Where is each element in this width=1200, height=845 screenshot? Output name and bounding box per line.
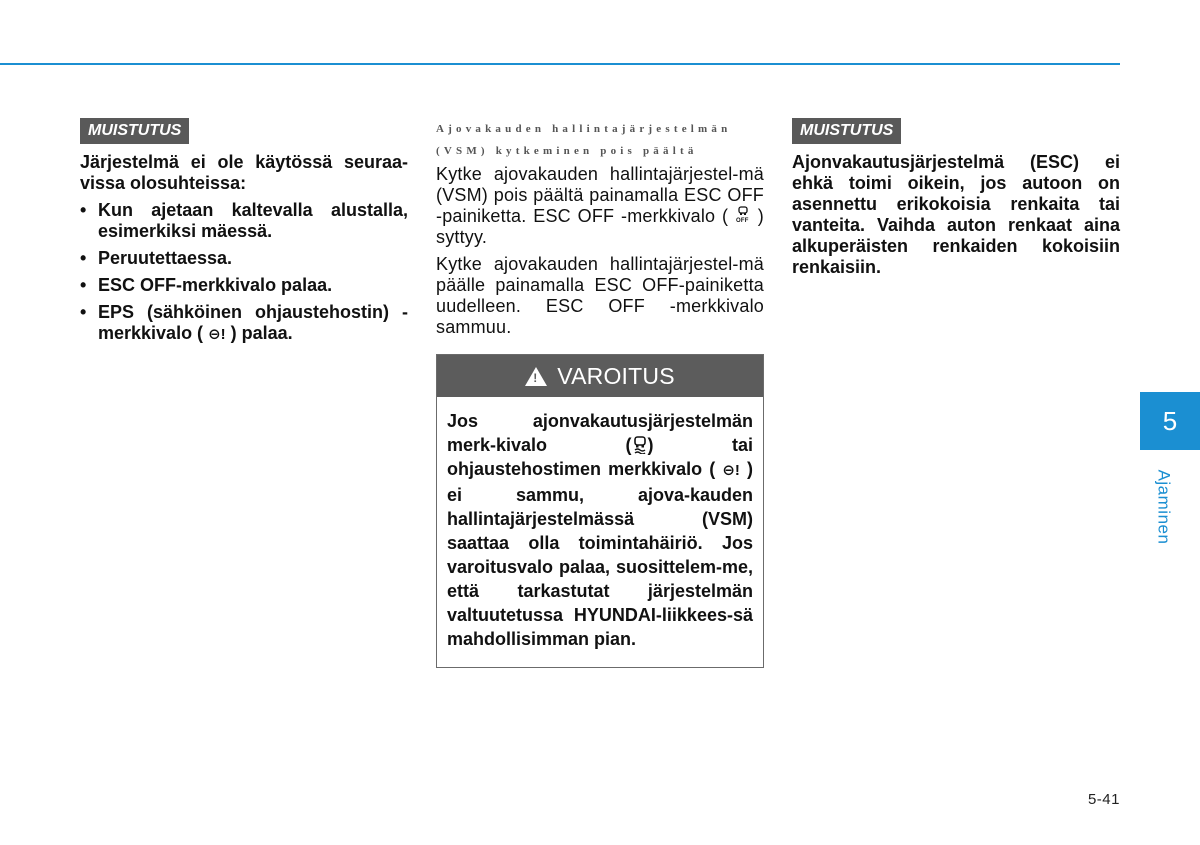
warning-title: VAROITUS	[557, 362, 675, 389]
eps-text-before: EPS (sähköinen ohjaustehostin) -merkkivalo (	[98, 302, 408, 343]
list-item: • ESC OFF-merkkivalo palaa.	[80, 275, 408, 296]
middle-column	[436, 118, 764, 668]
paragraph-disable	[436, 164, 764, 248]
section-heading-line-2: (VSM) kytkeminen pois päältä	[436, 145, 698, 157]
eps-text-after: ) palaa.	[225, 323, 293, 343]
section-heading-line-1: Ajovakauden hallintajärjestelmän	[436, 123, 732, 135]
list-item	[80, 302, 408, 345]
chapter-name-label: Ajaminen	[1154, 469, 1173, 545]
header-rule	[0, 63, 1120, 65]
note-label: MUISTUTUS	[80, 118, 189, 144]
list-item: • Kun ajetaan kaltevalla alustalla, esimerkiksi mäessä.	[80, 200, 408, 242]
right-column	[792, 118, 1120, 278]
note-label: MUISTUTUS	[792, 118, 901, 144]
page-number: 5-41	[1087, 791, 1120, 808]
list-item: • Peruutettaessa.	[80, 248, 408, 269]
warning-triangle-icon: !	[525, 367, 547, 386]
warning-text-part: ) ei sammu, ajova-kauden hallintajärjestelmässä (VSM) saattaa olla toimintahäiriö. Jos varoitusvalo palaa, suosittelem-me, että tarkastutat järjestelmän valtuutetussa HYUNDAI-liikkees-sä mahdollisimman pian.	[447, 459, 754, 649]
skidding-car-icon	[632, 436, 648, 454]
warning-text-part: ) tai ohjaustehostimen merkkivalo (	[447, 435, 753, 479]
paragraph-enable: Kytke ajovakauden hallintajärjestel-mä päälle painamalla ESC OFF-painiketta uudelleen. ESC OFF -merkkivalo sammuu.	[436, 254, 764, 337]
note-text: Ajonvakautusjärjestelmä (ESC) ei ehkä toimi oikein, jos autoon on asennettu erikokoisia renkaita tai vanteita. Vaihda auton renkaat aina alkuperäisten renkaiden kokoisiin renkaisiin.	[792, 152, 1120, 277]
warning-text	[437, 397, 763, 667]
steering-warning-icon: ⊖!	[208, 326, 226, 343]
warning-header	[437, 355, 763, 397]
paragraph-text: Kytke ajovakauden hallintajärjestel-mä (VSM) pois päältä painamalla ESC OFF -painiketta. ESC OFF -merkkivalo (	[436, 164, 764, 226]
condition-list	[80, 200, 408, 345]
chapter-number-tab: 5	[1140, 392, 1200, 450]
warning-box	[436, 354, 764, 668]
steering-warning-icon: ⊖!	[722, 462, 740, 479]
esc-off-icon	[735, 206, 751, 226]
paragraph-text: ) syttyy.	[436, 206, 764, 247]
warning-text-part: Jos ajonvakautusjärjestelmän merk-kivalo (	[447, 411, 753, 455]
note-intro: Järjestelmä ei ole käytössä seuraa-vissa olosuhteissa:	[80, 152, 408, 193]
chapter-name	[1133, 462, 1193, 552]
esc-off-icon-label: OFF	[736, 218, 749, 224]
left-column	[80, 118, 408, 345]
